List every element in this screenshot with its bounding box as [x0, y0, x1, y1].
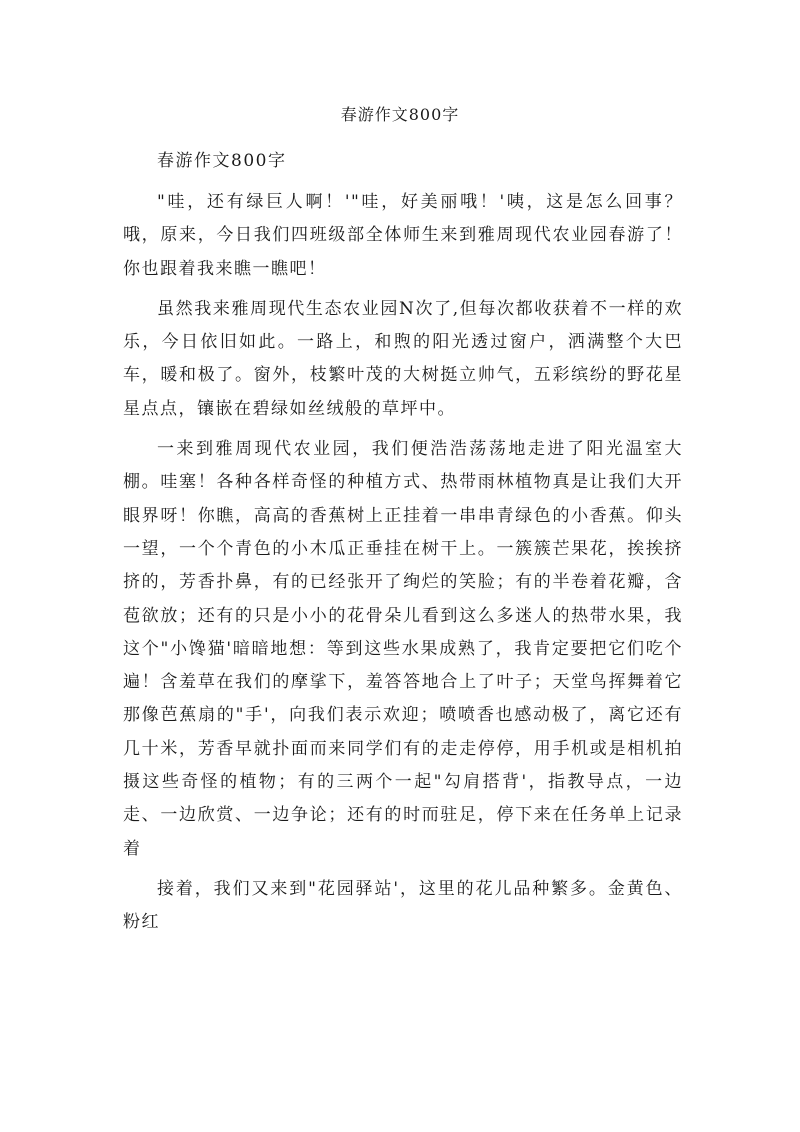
paragraph-1: "哇，还有绿巨人啊！'"哇，好美丽哦！'咦，这是怎么回事？哦，原来，今日我们四班级部全体师生来到雅周现代农业园春游了！你也跟着我来瞧一瞧吧！	[123, 192, 683, 279]
document-body	[123, 145, 683, 947]
paragraph-2: 虽然我来雅周现代生态农业园N次了,但每次都收获着不一样的欢乐，今日依旧如此。一路上，和煦的阳光透过窗户，洒满整个大巴车，暖和极了。窗外，枝繁叶茂的大树挺立帅气，五彩缤纷的野花星星点点，镶嵌在碧绿如丝绒般的草坪中。	[123, 298, 683, 419]
document-subtitle: 春游作文800字	[157, 151, 287, 171]
paragraph-4: 接着，我们又来到"花园驿站'，这里的花儿品种繁多。金黄色、粉红	[123, 878, 683, 933]
document-title: 春游作文800字	[340, 105, 460, 124]
paragraph-3: 一来到雅周现代农业园，我们便浩浩荡荡地走进了阳光温室大棚。哇塞！各种各样奇怪的种植方式、热带雨林植物真是让我们大开眼界呀！你瞧，高高的香蕉树上正挂着一串串青绿色的小香蕉。仰头一望，一个个青色的小木瓜正垂挂在树干上。一簇簇芒果花，挨挨挤挤的，芳香扑鼻，有的已经张开了绚烂的笑脸；有的半卷着花瓣，含苞欲放；还有的只是小小的花骨朵儿看到这么多迷人的热带水果，我这个"小馋猫'暗暗地想：等到这些水果成熟了，我肯定要把它们吃个遍！含羞草在我们的摩挲下，羞答答地合上了叶子；天堂鸟挥舞着它那像芭蕉扇的"手'，向我们表示欢迎；喷喷香也感动极了，离它还有几十米，芳香早就扑面而来同学们有的走走停停，用手机或是相机拍摄这些奇怪的植物；有的三两个一起"勾肩搭背'，指教导点，一边走、一边欣赏、一边争论；还有的时而驻足，停下来在任务单上记录着	[123, 439, 683, 859]
